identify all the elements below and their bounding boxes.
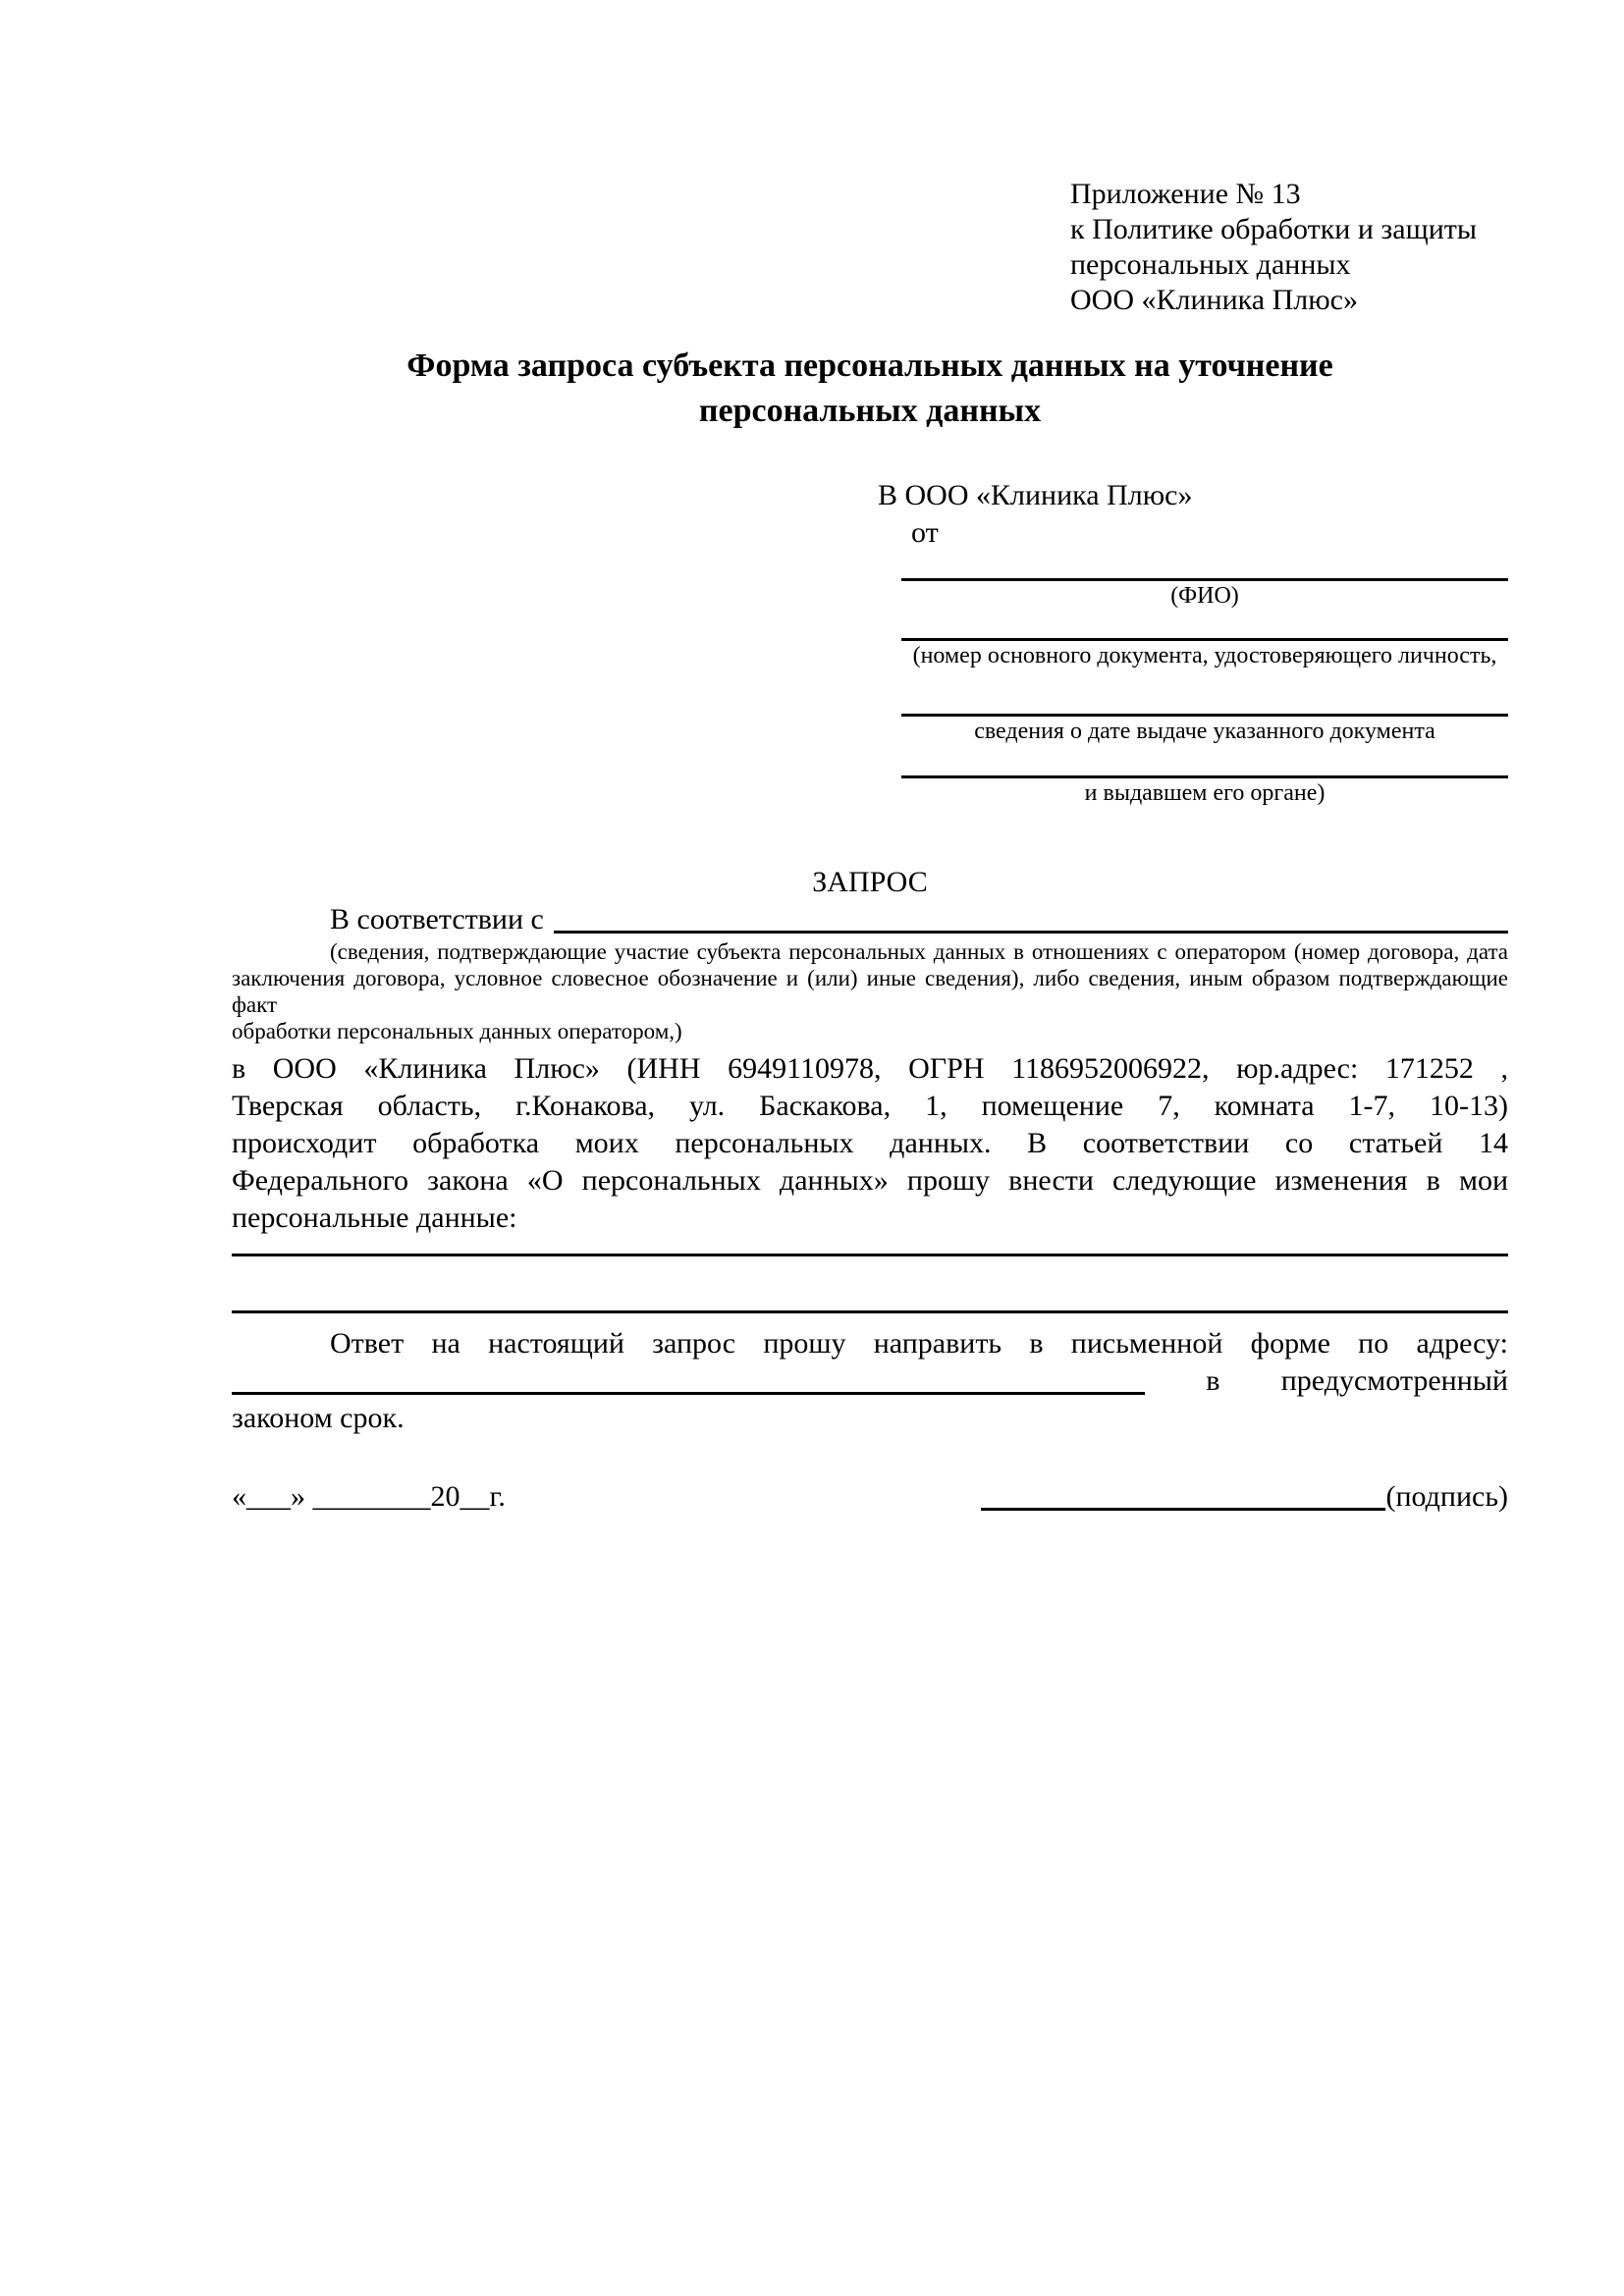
reply-line-3: законом срок. [232, 1402, 405, 1434]
address-blank-line [232, 1392, 1145, 1395]
form-title-line-1: Форма запроса субъекта персональных данных на уточнение [406, 347, 1333, 384]
issue-date-caption: сведения о дате выдаче указанного документа [974, 719, 1435, 744]
appendix-line: Приложение № 13 [1070, 178, 1301, 210]
document-content [232, 0, 1508, 1516]
signature-group [981, 1478, 1508, 1516]
reply-line-2 [232, 1362, 1508, 1400]
reply-word-predusmotrenny: предусмотренный [1280, 1364, 1508, 1397]
footnote-line: (сведения, подтверждающие участие субъекта персональных данных в отношениях с оператором (номер договора, дата [330, 939, 1508, 964]
intro-prefix: В соответствии с [330, 903, 544, 935]
appendix-line: ООО «Клиника Плюс» [1070, 284, 1358, 316]
signature-row [232, 1478, 1508, 1516]
reply-paragraph [232, 1325, 1508, 1437]
appendix-line: персональных данных [1070, 248, 1351, 281]
footnote-line: заключения договора, условное словесное обозначение и (или) иные сведения), либо сведения, иным образом подтверждающие факт [232, 966, 1508, 1017]
changes-blank-line-2 [232, 1310, 1508, 1313]
signature-blank-line [981, 1508, 1385, 1511]
reply-line-1: Ответ на настоящий запрос прошу направить в письменной форме по адресу: [330, 1327, 1508, 1360]
date-placeholder: «___» ________20__г. [232, 1480, 506, 1513]
issuing-authority-caption: и выдавшем его органе) [1084, 780, 1326, 806]
main-paragraph-line: в ООО «Клиника Плюс» (ИНН 6949110978, ОГРН 1186952006922, юр.адрес: 171252 , [232, 1052, 1508, 1085]
main-paragraph [232, 1050, 1508, 1237]
changes-blank-line-1 [232, 1254, 1508, 1256]
signature-caption: (подпись) [1385, 1480, 1508, 1513]
id-document-caption: (номер основного документа, удостоверяющего личность, [912, 643, 1497, 668]
full-name-caption: (ФИО) [1170, 583, 1239, 609]
intro-row [232, 901, 1508, 938]
form-title-line-2: персональных данных [698, 393, 1042, 429]
main-paragraph-line: происходит обработка моих персональных данных. В соответствии со статьей 14 [232, 1127, 1508, 1159]
main-paragraph-line: Тверская область, г.Конакова, ул. Баскакова, 1, помещение 7, комната 1-7, 10-13) [232, 1090, 1508, 1122]
addressee-to: В ООО «Клиника Плюс» [878, 479, 1193, 511]
form-title [232, 344, 1508, 434]
request-heading: ЗАПРОС [812, 866, 928, 898]
footnote-line: обработки персональных данных оператором,) [232, 1019, 682, 1043]
reply-word-v: в [1206, 1364, 1220, 1397]
addressee-from-label: от [911, 516, 939, 549]
main-paragraph-line: персональные данные: [232, 1201, 517, 1234]
appendix-block [1070, 0, 1508, 318]
appendix-line: к Политике обработки и защиты [1070, 213, 1478, 245]
main-paragraph-line: Федерального закона «О персональных данных» прошу внести следующие изменения в мои [232, 1164, 1508, 1197]
footnote-block [232, 938, 1508, 1044]
intro-blank-line [554, 931, 1508, 934]
addressee-block [878, 477, 1508, 809]
